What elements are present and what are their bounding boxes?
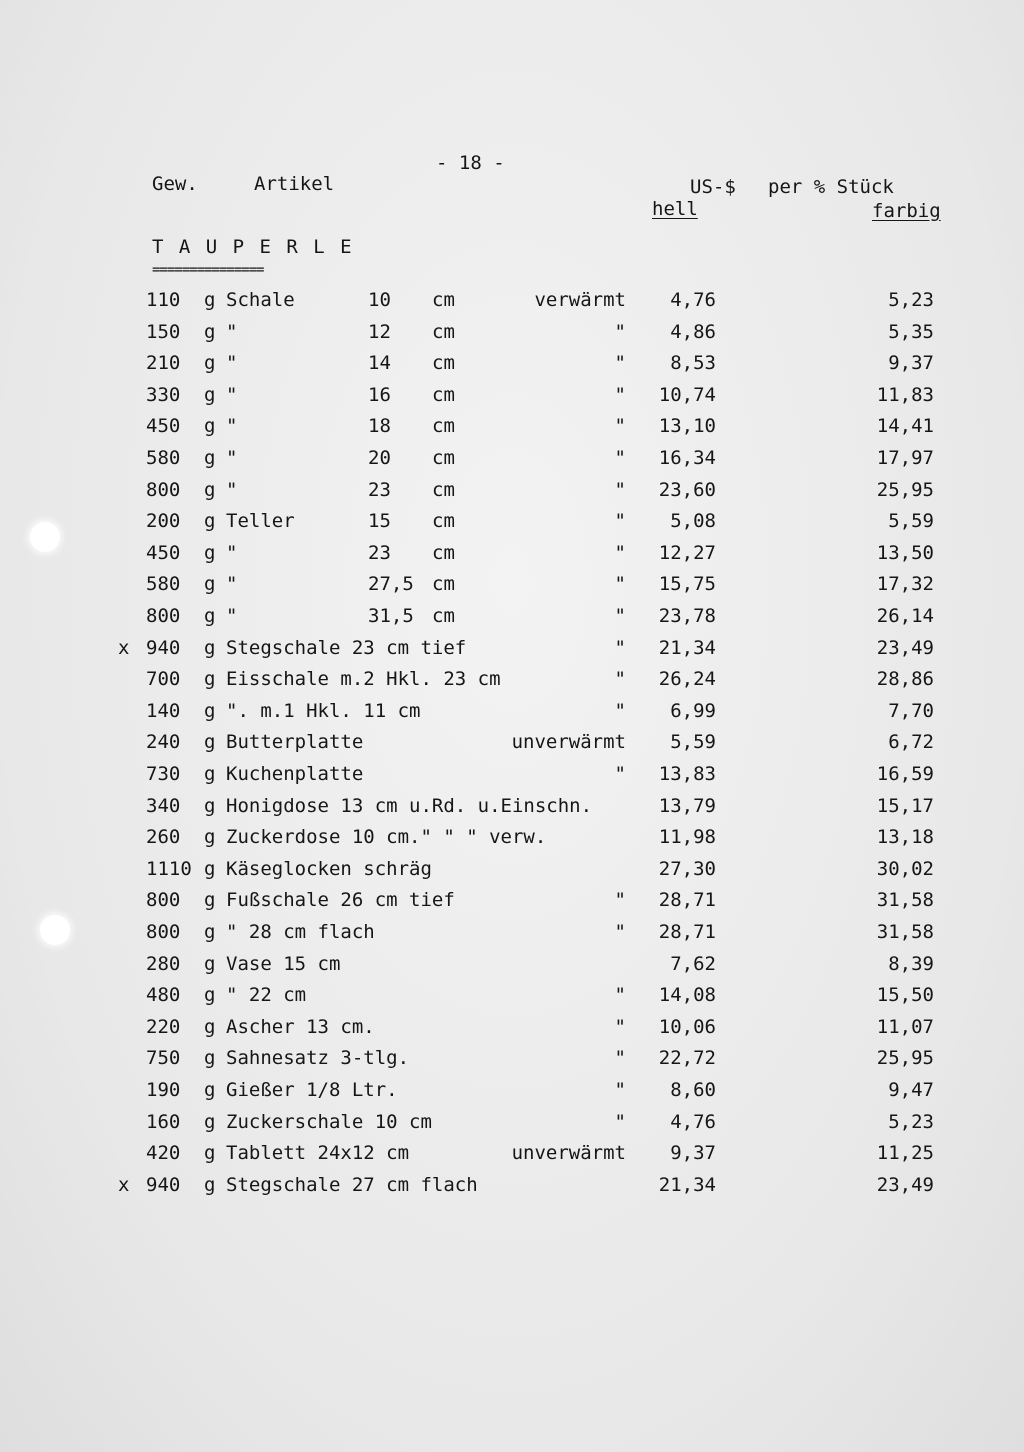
row-condition: " (614, 383, 626, 406)
table-row (0, 730, 1024, 760)
row-unit: g (204, 984, 216, 1007)
row-condition: unverwärmt (511, 731, 626, 754)
row-weight: 800 (146, 889, 181, 912)
row-unit: g (204, 573, 216, 596)
row-condition: " (614, 447, 626, 469)
table-row (0, 1141, 1024, 1171)
row-price-hell: 13,10 (658, 415, 716, 438)
table-row (0, 636, 1024, 666)
row-price-hell: 15,75 (658, 573, 716, 596)
row-condition: " (614, 1015, 626, 1038)
row-price-farbig: 5,59 (888, 510, 934, 533)
row-unit: g (204, 541, 216, 564)
row-article: Gießer 1/8 Ltr. (226, 1079, 398, 1101)
row-price-farbig: 11,25 (876, 1142, 934, 1165)
row-article: Vase 15 cm (226, 952, 341, 975)
row-condition: " (614, 636, 626, 659)
row-size: 27,5 (368, 573, 414, 596)
row-article: " (226, 541, 238, 564)
row-article: Ascher 13 cm. (226, 1015, 375, 1038)
row-price-farbig: 8,39 (888, 952, 934, 975)
table-row (0, 952, 1024, 982)
row-weight: 260 (146, 826, 181, 849)
row-weight: 240 (146, 731, 181, 754)
row-price-farbig: 7,70 (888, 699, 934, 722)
table-row (0, 509, 1024, 539)
row-price-farbig: 25,95 (876, 1047, 934, 1070)
row-article: " (226, 573, 238, 596)
row-price-hell: 5,59 (670, 731, 716, 754)
row-price-hell: 28,71 (658, 889, 716, 912)
row-unit: g (204, 699, 216, 722)
row-size: 31,5 (368, 605, 414, 627)
row-article: " (226, 447, 238, 469)
row-price-hell: 4,76 (670, 1110, 716, 1133)
row-unit: g (204, 1110, 216, 1133)
row-article: " (226, 605, 238, 627)
table-row (0, 1173, 1024, 1203)
row-price-hell: 23,78 (658, 605, 716, 627)
row-price-hell: 22,72 (658, 1047, 716, 1070)
row-size-unit: cm (432, 447, 455, 469)
row-weight: 210 (146, 352, 181, 375)
row-condition: " (614, 510, 626, 533)
row-weight: 580 (146, 573, 181, 596)
row-unit: g (204, 668, 216, 691)
row-article: ". m.1 Hkl. 11 cm (226, 699, 421, 722)
row-price-hell: 14,08 (658, 984, 716, 1007)
row-price-farbig: 26,14 (876, 605, 934, 627)
row-price-hell: 8,60 (670, 1079, 716, 1101)
row-price-hell: 26,24 (658, 668, 716, 691)
row-article: Stegschale 27 cm flach (226, 1173, 478, 1196)
row-weight: 940 (146, 636, 181, 659)
row-condition: " (614, 478, 626, 501)
row-weight: 940 (146, 1173, 181, 1196)
row-price-farbig: 25,95 (876, 478, 934, 501)
row-price-farbig: 5,23 (888, 1110, 934, 1133)
row-size: 12 (368, 320, 391, 343)
table-row (0, 541, 1024, 571)
row-unit: g (204, 510, 216, 533)
table-row (0, 667, 1024, 697)
row-size-unit: cm (432, 289, 455, 311)
row-weight: 450 (146, 541, 181, 564)
row-article: Stegschale 23 cm tief (226, 636, 467, 659)
row-article: Kuchenplatte (226, 763, 364, 785)
row-unit: g (204, 289, 216, 311)
row-price-hell: 7,62 (670, 952, 716, 975)
row-weight: 200 (146, 510, 181, 533)
table-row (0, 572, 1024, 602)
row-article: Sahnesatz 3-tlg. (226, 1047, 410, 1070)
row-article: Käseglocken schräg (226, 857, 432, 880)
row-size-unit: cm (432, 415, 455, 438)
header-currency: US-$ (690, 176, 736, 198)
row-weight: 580 (146, 447, 181, 469)
header-farbig: farbig (872, 200, 941, 222)
row-size: 20 (368, 447, 391, 469)
row-unit: g (204, 320, 216, 343)
row-unit: g (204, 826, 216, 849)
row-article: Teller (226, 510, 295, 533)
row-weight: 220 (146, 1015, 181, 1038)
row-article: Zuckerdose 10 cm." " " verw. (226, 826, 547, 849)
row-price-hell: 11,98 (658, 826, 716, 849)
table-row (0, 762, 1024, 792)
page-number: - 18 - (436, 152, 505, 174)
row-article: Honigdose 13 cm u.Rd. u.Einschn. (226, 794, 593, 817)
row-price-hell: 16,34 (658, 447, 716, 469)
row-weight: 420 (146, 1142, 181, 1165)
row-condition: " (614, 415, 626, 438)
row-weight: 450 (146, 415, 181, 438)
row-price-farbig: 5,35 (888, 320, 934, 343)
row-weight: 190 (146, 1079, 181, 1101)
table-row (0, 383, 1024, 413)
table-row (0, 857, 1024, 887)
row-weight: 480 (146, 984, 181, 1007)
table-row (0, 1015, 1024, 1045)
row-price-farbig: 23,49 (876, 636, 934, 659)
row-article: " 22 cm (226, 984, 307, 1007)
row-weight: 750 (146, 1047, 181, 1070)
row-size-unit: cm (432, 510, 455, 533)
header-article: Artikel (254, 173, 335, 195)
row-weight: 700 (146, 668, 181, 691)
row-size-unit: cm (432, 352, 455, 375)
row-size-unit: cm (432, 383, 455, 406)
table-row (0, 888, 1024, 918)
row-size: 18 (368, 415, 391, 438)
row-article: Tablett 24x12 cm (226, 1142, 410, 1165)
row-article: " (226, 478, 238, 501)
row-unit: g (204, 1079, 216, 1101)
row-unit: g (204, 857, 216, 880)
row-unit: g (204, 952, 216, 975)
row-condition: " (614, 605, 626, 627)
row-mark: x (118, 636, 130, 659)
row-size: 16 (368, 383, 391, 406)
section-underline: =============== (152, 262, 264, 278)
row-price-hell: 23,60 (658, 478, 716, 501)
table-row (0, 920, 1024, 950)
row-price-farbig: 17,97 (876, 447, 934, 469)
row-price-hell: 10,74 (658, 383, 716, 406)
row-price-hell: 13,79 (658, 794, 716, 817)
table-row (0, 320, 1024, 350)
row-price-farbig: 11,83 (876, 383, 934, 406)
row-condition: " (614, 921, 626, 943)
table-row (0, 288, 1024, 318)
row-article: " 28 cm flach (226, 921, 375, 943)
row-unit: g (204, 1015, 216, 1038)
row-price-farbig: 9,47 (888, 1079, 934, 1101)
table-row (0, 983, 1024, 1013)
row-condition: " (614, 352, 626, 375)
row-condition: " (614, 573, 626, 596)
row-article: Butterplatte (226, 731, 364, 754)
row-weight: 730 (146, 763, 181, 785)
header-hell: hell (652, 198, 698, 220)
row-weight: 330 (146, 383, 181, 406)
row-price-farbig: 16,59 (876, 763, 934, 785)
table-row (0, 794, 1024, 824)
row-price-hell: 5,08 (670, 510, 716, 533)
row-weight: 340 (146, 794, 181, 817)
row-price-hell: 8,53 (670, 352, 716, 375)
row-size: 10 (368, 289, 391, 311)
table-row (0, 699, 1024, 729)
row-article: " (226, 352, 238, 375)
row-article: Zuckerschale 10 cm (226, 1110, 432, 1133)
row-price-hell: 9,37 (670, 1142, 716, 1165)
row-weight: 280 (146, 952, 181, 975)
row-size-unit: cm (432, 320, 455, 343)
row-unit: g (204, 478, 216, 501)
table-row (0, 604, 1024, 634)
table-row (0, 351, 1024, 381)
row-unit: g (204, 1173, 216, 1196)
row-price-farbig: 15,50 (876, 984, 934, 1007)
row-condition: " (614, 984, 626, 1007)
table-row (0, 1110, 1024, 1140)
row-unit: g (204, 636, 216, 659)
header-per-unit: per % Stück (768, 176, 894, 198)
row-size-unit: cm (432, 573, 455, 596)
row-weight: 800 (146, 921, 181, 943)
row-condition: " (614, 889, 626, 912)
row-condition: " (614, 763, 626, 785)
row-price-farbig: 5,23 (888, 289, 934, 311)
row-price-farbig: 6,72 (888, 731, 934, 754)
row-unit: g (204, 763, 216, 785)
row-price-farbig: 31,58 (876, 889, 934, 912)
row-weight: 140 (146, 699, 181, 722)
row-article: " (226, 415, 238, 438)
row-article: " (226, 320, 238, 343)
row-unit: g (204, 383, 216, 406)
row-price-hell: 4,86 (670, 320, 716, 343)
row-price-farbig: 28,86 (876, 668, 934, 691)
row-price-farbig: 11,07 (876, 1015, 934, 1038)
table-row (0, 1046, 1024, 1076)
table-row (0, 478, 1024, 508)
row-price-hell: 4,76 (670, 289, 716, 311)
row-weight: 800 (146, 605, 181, 627)
table-row (0, 414, 1024, 444)
row-weight: 160 (146, 1110, 181, 1133)
row-condition: verwärmt (534, 289, 626, 311)
row-unit: g (204, 889, 216, 912)
row-unit: g (204, 605, 216, 627)
row-unit: g (204, 731, 216, 754)
row-price-hell: 28,71 (658, 921, 716, 943)
row-condition: " (614, 1079, 626, 1101)
table-row (0, 446, 1024, 476)
row-condition: " (614, 541, 626, 564)
row-article: Schale (226, 289, 295, 311)
row-weight: 110 (146, 289, 181, 311)
row-size: 23 (368, 541, 391, 564)
row-price-farbig: 30,02 (876, 857, 934, 880)
row-price-hell: 10,06 (658, 1015, 716, 1038)
row-condition: unverwärmt (511, 1142, 626, 1165)
row-price-farbig: 14,41 (876, 415, 934, 438)
table-row (0, 1078, 1024, 1108)
row-price-farbig: 9,37 (888, 352, 934, 375)
section-title: T A U P E R L E (152, 236, 354, 258)
row-price-farbig: 17,32 (876, 573, 934, 596)
row-price-hell: 13,83 (658, 763, 716, 785)
row-price-hell: 21,34 (658, 636, 716, 659)
row-size-unit: cm (432, 478, 455, 501)
row-price-farbig: 13,50 (876, 541, 934, 564)
row-condition: " (614, 699, 626, 722)
row-price-hell: 21,34 (658, 1173, 716, 1196)
row-price-farbig: 23,49 (876, 1173, 934, 1196)
row-price-farbig: 15,17 (876, 794, 934, 817)
row-price-hell: 27,30 (658, 857, 716, 880)
row-condition: " (614, 1110, 626, 1133)
row-price-hell: 12,27 (658, 541, 716, 564)
row-unit: g (204, 1047, 216, 1070)
row-size: 15 (368, 510, 391, 533)
row-size-unit: cm (432, 605, 455, 627)
row-price-farbig: 13,18 (876, 826, 934, 849)
table-row (0, 825, 1024, 855)
row-weight: 1110 (146, 857, 192, 880)
row-article: " (226, 383, 238, 406)
row-weight: 800 (146, 478, 181, 501)
row-size-unit: cm (432, 541, 455, 564)
row-condition: " (614, 668, 626, 691)
header-weight: Gew. (152, 173, 198, 195)
row-article: Fußschale 26 cm tief (226, 889, 455, 912)
row-size: 14 (368, 352, 391, 375)
row-condition: " (614, 1047, 626, 1070)
row-condition: " (614, 320, 626, 343)
row-unit: g (204, 415, 216, 438)
row-weight: 150 (146, 320, 181, 343)
row-unit: g (204, 921, 216, 943)
row-mark: x (118, 1173, 130, 1196)
row-price-hell: 6,99 (670, 699, 716, 722)
row-price-farbig: 31,58 (876, 921, 934, 943)
row-unit: g (204, 1142, 216, 1165)
row-size: 23 (368, 478, 391, 501)
row-unit: g (204, 447, 216, 469)
row-unit: g (204, 352, 216, 375)
row-article: Eisschale m.2 Hkl. 23 cm (226, 668, 501, 691)
row-unit: g (204, 794, 216, 817)
